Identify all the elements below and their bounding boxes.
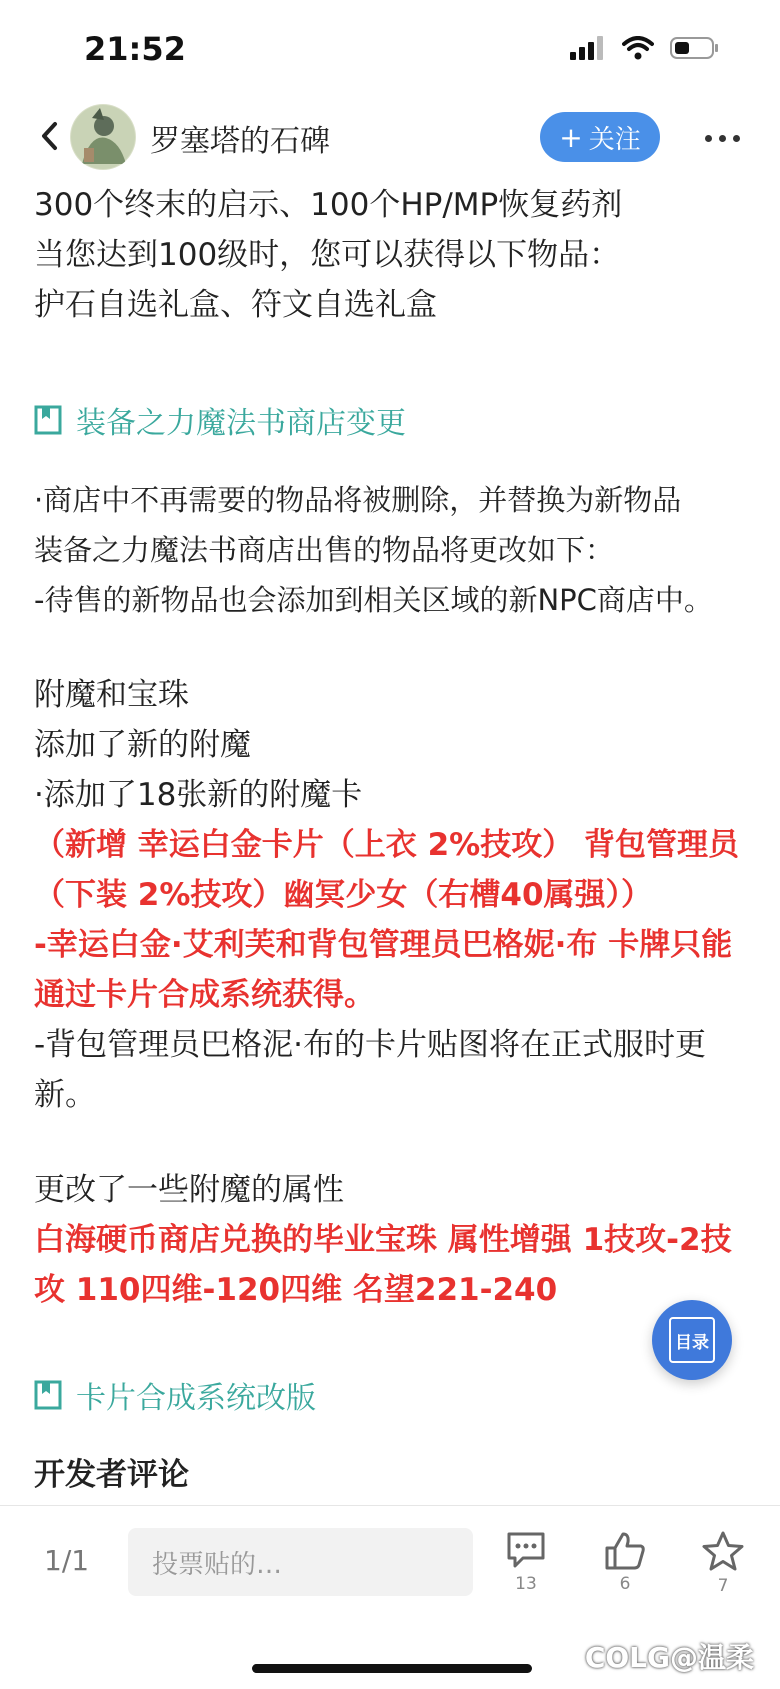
enchant-heading: 附魔和宝珠 — [34, 677, 189, 713]
avatar[interactable] — [70, 104, 136, 170]
post-content — [34, 180, 754, 1550]
changed-heading: 更改了一些附魔的属性 — [34, 1172, 344, 1208]
table-of-contents-button[interactable] — [652, 1300, 732, 1380]
wifi-icon — [622, 36, 654, 60]
battery-icon — [670, 36, 720, 60]
content-line: 新。 — [34, 1077, 96, 1113]
signal-icon — [570, 36, 606, 60]
highlight-line: （下装 2%技攻）幽冥少女（右槽40属强）） — [34, 877, 653, 913]
page-indicator[interactable]: 1/1 — [44, 1544, 90, 1577]
section-title: 装备之力魔法书商店变更 — [76, 406, 406, 441]
more-dot-icon — [733, 135, 740, 142]
like-button[interactable] — [590, 1530, 660, 1594]
book-icon — [34, 1380, 62, 1410]
content-line: -背包管理员巴格泥·布的卡片贴图将在正式服时更 — [34, 1027, 707, 1063]
comment-button[interactable] — [491, 1530, 561, 1594]
favorite-count: 7 — [717, 1576, 729, 1596]
content-line: 添加了新的附魔 — [34, 727, 251, 763]
watermark: COLG@温柔 — [584, 1641, 754, 1674]
star-icon — [701, 1530, 745, 1572]
content-line: 当您达到100级时，您可以获得以下物品： — [34, 237, 621, 273]
highlight-line: （新增 幸运白金卡片（上衣 2%技攻） 背包管理员 — [34, 827, 740, 863]
highlight-line: -幸运白金·艾利芙和背包管理员巴格妮·布 卡牌只能 — [34, 927, 733, 963]
highlight-line: 通过卡片合成系统获得。 — [34, 977, 375, 1013]
content-line: ·添加了18张新的附魔卡 — [34, 777, 363, 813]
section-heading-equipment-shop[interactable] — [34, 385, 754, 455]
favorite-button[interactable] — [688, 1530, 758, 1596]
more-dot-icon — [719, 135, 726, 142]
content-line: 装备之力魔法书商店出售的物品将更改如下： — [34, 533, 615, 567]
content-line: -待售的新物品也会添加到相关区域的新NPC商店中。 — [34, 583, 713, 617]
highlight-line: 白海硬币商店兑换的毕业宝珠 属性增强 1技攻-2技 — [34, 1222, 732, 1258]
toc-label: 目录 — [669, 1317, 715, 1363]
back-button[interactable] — [30, 116, 70, 156]
comment-count: 13 — [515, 1574, 537, 1594]
section-title: 卡片合成系统改版 — [76, 1381, 316, 1416]
author-name[interactable]: 罗塞塔的石碑 — [150, 124, 330, 159]
status-time: 21:52 — [84, 30, 186, 68]
content-line: ·商店中不再需要的物品将被删除，并替换为新物品 — [34, 483, 682, 517]
book-icon — [34, 405, 62, 435]
dev-comment-title: 开发者评论 — [34, 1457, 189, 1493]
follow-label: 关注 — [588, 124, 641, 155]
reply-input[interactable]: 投票贴的… — [128, 1528, 473, 1596]
like-count: 6 — [619, 1574, 631, 1594]
follow-button[interactable] — [540, 112, 660, 162]
content-line: 护石自选礼盒、符文自选礼盒 — [34, 287, 437, 323]
content-line: 300个终末的启示、100个HP/MP恢复药剂 — [34, 187, 623, 223]
home-indicator — [252, 1664, 532, 1673]
chevron-left-icon — [40, 121, 60, 151]
highlight-line: 攻 110四维-120四维 名望221-240 — [34, 1272, 558, 1308]
status-icons — [570, 36, 720, 60]
plus-icon: + — [559, 120, 583, 154]
comment-icon — [505, 1530, 547, 1570]
more-dot-icon — [705, 135, 712, 142]
more-options-button[interactable] — [696, 120, 748, 156]
thumbs-up-icon — [603, 1530, 647, 1570]
section-heading-card-synthesis[interactable] — [34, 1360, 754, 1430]
avatar-image-icon — [70, 104, 136, 170]
